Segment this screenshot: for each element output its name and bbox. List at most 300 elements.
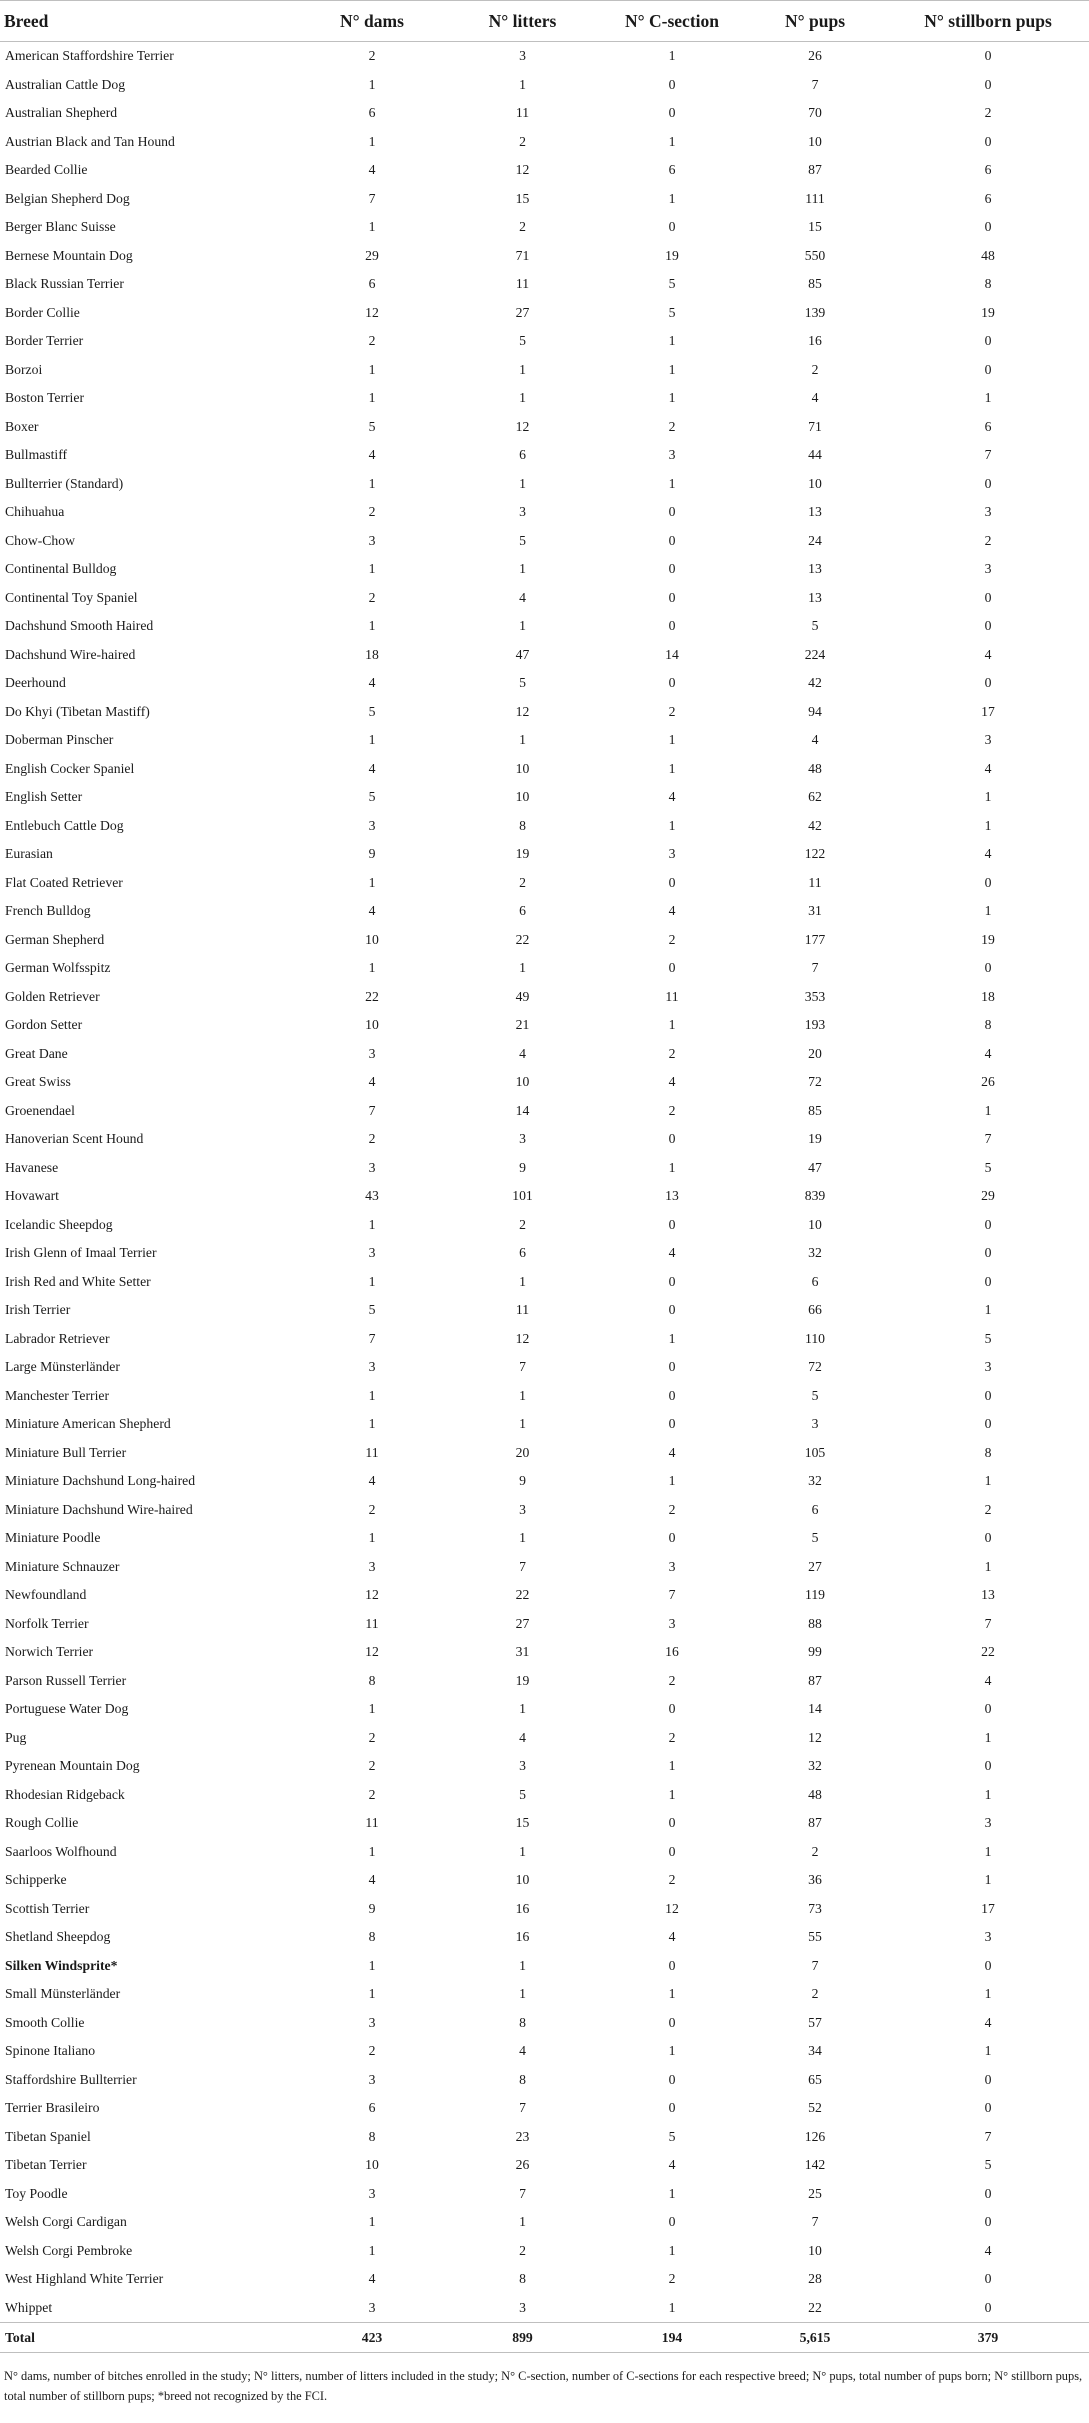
table-row — [0, 926, 1089, 955]
breed-cell: Border Collie — [5, 304, 80, 320]
breed-cell: Boston Terrier — [5, 390, 84, 406]
litters-cell: 22 — [515, 1587, 530, 1603]
c-section-cell: 0 — [668, 1416, 676, 1432]
c-section-cell: 1 — [668, 1786, 676, 1802]
stillborn-cell: 3 — [984, 1929, 992, 1945]
c-section-cell: 2 — [668, 1501, 676, 1517]
pups-cell: 353 — [804, 988, 826, 1004]
c-section-cell: 1 — [668, 1758, 676, 1774]
stillborn-cell: 4 — [984, 846, 992, 862]
breed-cell: Great Swiss — [5, 1074, 71, 1090]
c-section-cell: 2 — [668, 1102, 676, 1118]
table-row — [0, 1781, 1089, 1810]
table-row — [0, 2094, 1089, 2123]
c-section-cell: 7 — [668, 1587, 676, 1603]
pups-cell: 44 — [808, 447, 822, 463]
c-section-cell: 0 — [668, 874, 676, 890]
pups-cell: 14 — [808, 1701, 822, 1717]
breed-cell: Welsh Corgi Cardigan — [5, 2214, 127, 2230]
c-section-cell: 0 — [668, 2071, 676, 2087]
table-row — [0, 99, 1089, 128]
table-row — [0, 470, 1089, 499]
table-row — [0, 669, 1089, 698]
stillborn-cell: 0 — [984, 133, 992, 149]
stillborn-cell: 0 — [984, 1701, 992, 1717]
litters-cell: 1 — [519, 475, 526, 491]
dams-cell: 3 — [368, 532, 376, 548]
dams-cell: 2 — [368, 1131, 376, 1147]
dams-cell: 1 — [368, 618, 376, 634]
c-section-cell: 0 — [668, 1530, 676, 1546]
stillborn-cell: 8 — [984, 276, 992, 292]
breed-cell: American Staffordshire Terrier — [5, 48, 174, 64]
stillborn-cell: 18 — [981, 988, 995, 1004]
pups-cell: 119 — [804, 1587, 826, 1603]
litters-cell: 1 — [519, 1701, 526, 1717]
table-row — [0, 1382, 1089, 1411]
dams-cell: 11 — [365, 1444, 379, 1460]
breed-cell: Saarloos Wolfhound — [5, 1843, 117, 1859]
breed-cell: Bernese Mountain Dog — [5, 247, 133, 263]
litters-cell: 1 — [519, 2214, 526, 2230]
table-row — [0, 1752, 1089, 1781]
stillborn-cell: 13 — [981, 1587, 995, 1603]
breed-cell: Irish Red and White Setter — [5, 1273, 151, 1289]
table-row — [0, 1980, 1089, 2009]
breed-cell: Black Russian Terrier — [5, 276, 124, 292]
c-section-cell: 4 — [668, 903, 676, 919]
stillborn-cell: 0 — [984, 1758, 992, 1774]
pups-cell: 55 — [808, 1929, 822, 1945]
table-row — [0, 612, 1089, 641]
table-row — [0, 2265, 1089, 2294]
dams-cell: 3 — [368, 1159, 376, 1175]
breed-cell: German Shepherd — [5, 931, 105, 947]
c-section-cell: 4 — [668, 1444, 676, 1460]
dams-cell: 8 — [368, 2128, 376, 2144]
pups-cell: 10 — [808, 475, 822, 491]
c-section-cell: 12 — [665, 1900, 679, 1916]
stillborn-cell: 0 — [984, 1530, 992, 1546]
stillborn-cell: 0 — [984, 675, 992, 691]
table-row — [0, 840, 1089, 869]
stillborn-cell: 0 — [984, 1957, 992, 1973]
stillborn-cell: 7 — [984, 2128, 992, 2144]
c-section-cell: 0 — [668, 561, 676, 577]
stillborn-cell: 8 — [984, 1444, 992, 1460]
table-body — [0, 42, 1089, 2353]
dams-cell: 3 — [368, 1359, 376, 1375]
dams-cell: 1 — [368, 219, 376, 235]
dams-cell: 12 — [365, 1644, 379, 1660]
litters-cell: 3 — [519, 1501, 526, 1517]
pups-cell: 71 — [808, 418, 822, 434]
breed-cell: Continental Bulldog — [5, 561, 117, 577]
breed-cell: Bearded Collie — [5, 162, 88, 178]
pups-cell: 105 — [804, 1444, 826, 1460]
table-row — [0, 1154, 1089, 1183]
table-row — [0, 2123, 1089, 2152]
litters-cell: 2 — [519, 219, 526, 235]
breed-cell: Newfoundland — [5, 1587, 87, 1603]
stillborn-cell: 1 — [984, 1843, 992, 1859]
breed-cell: Do Khyi (Tibetan Mastiff) — [5, 703, 150, 719]
breed-cell: Pyrenean Mountain Dog — [5, 1758, 140, 1774]
litters-cell: 23 — [515, 2128, 530, 2144]
pups-cell: 6 — [811, 1501, 819, 1517]
stillborn-cell: 0 — [984, 2214, 992, 2230]
c-section-cell: 5 — [668, 276, 676, 292]
c-section-cell: 0 — [668, 618, 676, 634]
header-dams: N° dams — [300, 1, 444, 42]
litters-cell: 1 — [519, 618, 526, 634]
pups-cell: 2 — [811, 1986, 819, 2002]
litters-cell: 1 — [519, 1416, 526, 1432]
pups-cell: 839 — [804, 1188, 826, 1204]
pups-cell: 31 — [808, 903, 822, 919]
pups-cell: 34 — [808, 2043, 822, 2059]
table-row — [0, 726, 1089, 755]
breed-cell: Scottish Terrier — [5, 1900, 90, 1916]
table-row — [0, 1809, 1089, 1838]
litters-cell: 7 — [519, 1558, 526, 1574]
table-row — [0, 1296, 1089, 1325]
pups-cell: 48 — [808, 760, 822, 776]
litters-cell: 1 — [519, 1957, 526, 1973]
table-row — [0, 1610, 1089, 1639]
table-row — [0, 270, 1089, 299]
breed-cell: Miniature Schnauzer — [5, 1558, 120, 1574]
table-row — [0, 2294, 1089, 2323]
dams-cell: 1 — [368, 561, 376, 577]
c-section-cell: 13 — [665, 1188, 679, 1204]
c-section-cell: 1 — [668, 390, 676, 406]
breed-cell: Parson Russell Terrier — [5, 1672, 127, 1688]
c-section-cell: 1 — [668, 2242, 676, 2258]
litters-cell: 20 — [515, 1444, 530, 1460]
table-row — [0, 954, 1089, 983]
pups-cell: 7 — [811, 76, 819, 92]
stillborn-cell: 0 — [984, 333, 992, 349]
breed-cell: Australian Shepherd — [5, 105, 118, 121]
breed-cell: Hanoverian Scent Hound — [5, 1131, 144, 1147]
table-row — [0, 356, 1089, 385]
litters-cell: 27 — [515, 1615, 530, 1631]
stillborn-cell: 4 — [984, 2014, 992, 2030]
litters-cell: 8 — [519, 817, 526, 833]
c-section-cell: 19 — [665, 247, 679, 263]
c-section-cell: 0 — [668, 2100, 676, 2116]
dams-cell: 1 — [368, 1701, 376, 1717]
table-row — [0, 1068, 1089, 1097]
header-pups: N° pups — [743, 1, 887, 42]
breed-cell: Gordon Setter — [5, 1017, 83, 1033]
litters-cell: 1 — [519, 76, 526, 92]
stillborn-cell: 4 — [984, 760, 992, 776]
stillborn-cell: 0 — [984, 589, 992, 605]
stillborn-cell: 6 — [984, 190, 992, 206]
dams-cell: 1 — [368, 960, 376, 976]
c-section-cell: 1 — [668, 1017, 676, 1033]
litters-cell: 19 — [515, 846, 530, 862]
stillborn-cell: 0 — [984, 1416, 992, 1432]
table-row — [0, 1439, 1089, 1468]
litters-cell: 1 — [519, 361, 526, 377]
dams-cell: 11 — [365, 1615, 379, 1631]
dams-cell: 8 — [368, 1672, 376, 1688]
pups-cell: 4 — [811, 390, 819, 406]
pups-cell: 42 — [808, 675, 822, 691]
breed-cell: Continental Toy Spaniel — [5, 589, 138, 605]
litters-cell: 2 — [519, 1216, 526, 1232]
pups-cell: 19 — [808, 1131, 822, 1147]
pups-cell: 94 — [808, 703, 822, 719]
dams-cell: 4 — [368, 1473, 376, 1489]
litters-cell: 9 — [519, 1473, 526, 1489]
dams-cell: 7 — [368, 190, 376, 206]
table-row — [0, 783, 1089, 812]
breed-cell: Icelandic Sheepdog — [5, 1216, 113, 1232]
table-row — [0, 2066, 1089, 2095]
c-section-cell: 1 — [668, 1159, 676, 1175]
breed-cell: Doberman Pinscher — [5, 732, 114, 748]
c-section-cell: 3 — [668, 846, 676, 862]
table-row — [0, 327, 1089, 356]
total-litters-cell: 899 — [444, 2323, 601, 2353]
table-row — [0, 1011, 1089, 1040]
dams-cell: 1 — [368, 1216, 376, 1232]
dams-cell: 1 — [368, 361, 376, 377]
stillborn-cell: 0 — [984, 2100, 992, 2116]
c-section-cell: 3 — [668, 1615, 676, 1631]
breed-cell: Bullterrier (Standard) — [5, 475, 124, 491]
breed-cell: Chihuahua — [5, 504, 65, 520]
c-section-cell: 6 — [668, 162, 676, 178]
c-section-cell: 0 — [668, 76, 676, 92]
pups-cell: 88 — [808, 1615, 822, 1631]
breed-cell: Miniature Dachshund Long-haired — [5, 1473, 196, 1489]
dams-cell: 7 — [368, 1330, 376, 1346]
table-row — [0, 1923, 1089, 1952]
dams-cell: 3 — [368, 1558, 376, 1574]
litters-cell: 7 — [519, 2185, 526, 2201]
breed-cell: Bullmastiff — [5, 447, 68, 463]
pups-cell: 47 — [808, 1159, 822, 1175]
dams-cell: 4 — [368, 1074, 376, 1090]
dams-cell: 1 — [368, 475, 376, 491]
litters-cell: 6 — [519, 903, 526, 919]
pups-cell: 73 — [808, 1900, 822, 1916]
litters-cell: 11 — [515, 1302, 530, 1318]
pups-cell: 24 — [808, 532, 822, 548]
litters-cell: 3 — [519, 1758, 526, 1774]
stillborn-cell: 48 — [981, 247, 995, 263]
table-row — [0, 1325, 1089, 1354]
pups-cell: 193 — [804, 1017, 826, 1033]
dams-cell: 5 — [368, 1302, 376, 1318]
dams-cell: 3 — [368, 2185, 376, 2201]
table-row — [0, 1239, 1089, 1268]
stillborn-cell: 1 — [984, 1102, 992, 1118]
stillborn-cell: 1 — [984, 1729, 992, 1745]
breed-cell: Rough Collie — [5, 1815, 79, 1831]
c-section-cell: 2 — [668, 418, 676, 434]
stillborn-cell: 17 — [981, 1900, 995, 1916]
breed-cell: Schipperke — [5, 1872, 67, 1888]
table-row — [0, 1581, 1089, 1610]
pups-cell: 16 — [808, 333, 822, 349]
litters-cell: 26 — [515, 2157, 530, 2173]
litters-cell: 2 — [519, 133, 526, 149]
dams-cell: 1 — [368, 133, 376, 149]
c-section-cell: 0 — [668, 1216, 676, 1232]
litters-cell: 1 — [519, 1273, 526, 1289]
stillborn-cell: 2 — [984, 105, 992, 121]
stillborn-cell: 0 — [984, 2271, 992, 2287]
breed-cell: Tibetan Spaniel — [5, 2128, 91, 2144]
litters-cell: 1 — [519, 1530, 526, 1546]
pups-cell: 142 — [804, 2157, 826, 2173]
c-section-cell: 2 — [668, 2271, 676, 2287]
c-section-cell: 0 — [668, 219, 676, 235]
dams-cell: 11 — [365, 1815, 379, 1831]
dams-cell: 8 — [368, 1929, 376, 1945]
dams-cell: 1 — [368, 76, 376, 92]
pups-cell: 87 — [808, 162, 822, 178]
dams-cell: 10 — [365, 1017, 379, 1033]
litters-cell: 12 — [515, 703, 530, 719]
table-row — [0, 1952, 1089, 1981]
table-row — [0, 698, 1089, 727]
dams-cell: 1 — [368, 1530, 376, 1546]
c-section-cell: 0 — [668, 105, 676, 121]
table-row — [0, 128, 1089, 157]
breed-cell: West Highland White Terrier — [5, 2271, 164, 2287]
litters-cell: 1 — [519, 732, 526, 748]
pups-cell: 72 — [808, 1074, 822, 1090]
dams-cell: 43 — [365, 1188, 379, 1204]
stillborn-cell: 19 — [981, 931, 995, 947]
c-section-cell: 0 — [668, 960, 676, 976]
litters-cell: 5 — [519, 675, 526, 691]
table-row — [0, 1467, 1089, 1496]
pups-cell: 13 — [808, 561, 822, 577]
stillborn-cell: 1 — [984, 1473, 992, 1489]
c-section-cell: 0 — [668, 2214, 676, 2230]
stillborn-cell: 3 — [984, 1815, 992, 1831]
litters-cell: 12 — [515, 1330, 530, 1346]
stillborn-cell: 0 — [984, 960, 992, 976]
c-section-cell: 1 — [668, 48, 676, 64]
dams-cell: 1 — [368, 1387, 376, 1403]
table-row — [0, 413, 1089, 442]
pups-cell: 87 — [808, 1815, 822, 1831]
breed-cell: Belgian Shepherd Dog — [5, 190, 130, 206]
stillborn-cell: 0 — [984, 2299, 992, 2315]
pups-cell: 13 — [808, 589, 822, 605]
breed-cell: Pug — [5, 1729, 27, 1745]
breed-cell: Boxer — [5, 418, 39, 434]
litters-cell: 12 — [515, 418, 530, 434]
table-row — [0, 242, 1089, 271]
total-label: Total — [0, 2323, 300, 2353]
stillborn-cell: 5 — [984, 1159, 992, 1175]
total-row — [0, 2323, 1089, 2353]
stillborn-cell: 5 — [984, 1330, 992, 1346]
dams-cell: 9 — [368, 846, 376, 862]
dams-cell: 9 — [368, 1900, 376, 1916]
table-row — [0, 1268, 1089, 1297]
pups-cell: 224 — [804, 646, 826, 662]
dams-cell: 1 — [368, 1843, 376, 1859]
dams-cell: 2 — [368, 1501, 376, 1517]
stillborn-cell: 17 — [981, 703, 995, 719]
breed-cell: Norfolk Terrier — [5, 1615, 89, 1631]
pups-cell: 48 — [808, 1786, 822, 1802]
breed-cell: Irish Glenn of Imaal Terrier — [5, 1245, 157, 1261]
stillborn-cell: 3 — [984, 1359, 992, 1375]
table-row — [0, 1695, 1089, 1724]
litters-cell: 27 — [515, 304, 530, 320]
litters-cell: 15 — [515, 190, 530, 206]
c-section-cell: 1 — [668, 361, 676, 377]
pups-cell: 85 — [808, 276, 822, 292]
stillborn-cell: 7 — [984, 1131, 992, 1147]
stillborn-cell: 4 — [984, 646, 992, 662]
breed-cell: Whippet — [5, 2299, 53, 2315]
dams-cell: 2 — [368, 48, 376, 64]
stillborn-cell: 7 — [984, 447, 992, 463]
c-section-cell: 2 — [668, 1729, 676, 1745]
dams-cell: 1 — [368, 874, 376, 890]
litters-cell: 5 — [519, 1786, 526, 1802]
stillborn-cell: 8 — [984, 1017, 992, 1033]
pups-cell: 12 — [808, 1729, 822, 1745]
pups-cell: 28 — [808, 2271, 822, 2287]
litters-cell: 21 — [515, 1017, 530, 1033]
total-pups-cell: 5,615 — [743, 2323, 887, 2353]
pups-cell: 6 — [811, 1273, 819, 1289]
table-row — [0, 812, 1089, 841]
pups-cell: 27 — [808, 1558, 822, 1574]
breed-cell: Flat Coated Retriever — [5, 874, 123, 890]
stillborn-cell: 0 — [984, 2185, 992, 2201]
stillborn-cell: 0 — [984, 2071, 992, 2087]
stillborn-cell: 3 — [984, 732, 992, 748]
table-row — [0, 1211, 1089, 1240]
stillborn-cell: 4 — [984, 1672, 992, 1688]
pups-cell: 42 — [808, 817, 822, 833]
pups-cell: 65 — [808, 2071, 822, 2087]
pups-cell: 7 — [811, 960, 819, 976]
litters-cell: 1 — [519, 390, 526, 406]
c-section-cell: 2 — [668, 703, 676, 719]
pups-cell: 126 — [804, 2128, 826, 2144]
breed-cell: Smooth Collie — [5, 2014, 85, 2030]
header-stillborn-pups: N° stillborn pups — [887, 1, 1089, 42]
litters-cell: 10 — [515, 1074, 530, 1090]
stillborn-cell: 3 — [984, 504, 992, 520]
stillborn-cell: 0 — [984, 219, 992, 235]
pups-cell: 11 — [808, 874, 822, 890]
table-row — [0, 1097, 1089, 1126]
table-row — [0, 185, 1089, 214]
stillborn-cell: 0 — [984, 48, 992, 64]
c-section-cell: 1 — [668, 1473, 676, 1489]
stillborn-cell: 19 — [981, 304, 995, 320]
c-section-cell: 1 — [668, 732, 676, 748]
litters-cell: 101 — [512, 1188, 533, 1204]
